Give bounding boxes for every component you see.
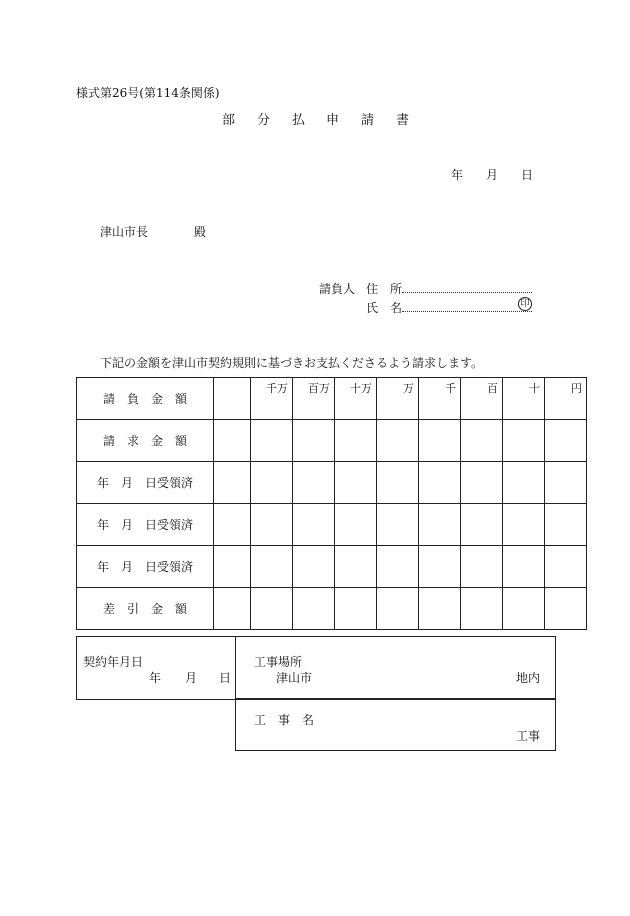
contract-year-label[interactable]: 年 <box>149 671 162 685</box>
name-field[interactable] <box>402 311 532 312</box>
title-char: 書 <box>396 113 410 128</box>
title-char: 払 <box>292 113 306 128</box>
amount-cell[interactable] <box>545 504 587 546</box>
amount-cell[interactable] <box>335 546 377 588</box>
amount-cell[interactable] <box>293 588 335 630</box>
amount-cell[interactable] <box>503 504 545 546</box>
digit-header: 万 <box>377 378 419 420</box>
amount-cell[interactable] <box>214 546 251 588</box>
amount-cell[interactable] <box>545 588 587 630</box>
name-label: 氏 名 <box>366 301 403 315</box>
amount-cell[interactable] <box>293 504 335 546</box>
date-year-label: 年 <box>451 168 464 182</box>
table-row <box>77 420 587 462</box>
amount-cell[interactable] <box>377 588 419 630</box>
row-label: 請 負 金 額 <box>77 378 214 420</box>
form-number: 様式第26号(第114条関係) <box>76 86 220 100</box>
amount-cell[interactable] <box>419 546 461 588</box>
row-label: 年 月 日受領済 <box>77 546 214 588</box>
amount-cell[interactable] <box>419 588 461 630</box>
amount-cell[interactable] <box>377 420 419 462</box>
amount-cell[interactable] <box>335 504 377 546</box>
work-site-label: 工事場所 <box>254 655 303 669</box>
digit-header: 千 <box>419 378 461 420</box>
amount-cell[interactable] <box>503 420 545 462</box>
amount-cell[interactable] <box>251 420 293 462</box>
amount-cell[interactable] <box>377 546 419 588</box>
amount-cell[interactable] <box>461 546 503 588</box>
contract-day-label[interactable]: 日 <box>219 671 232 685</box>
amount-cell[interactable] <box>461 588 503 630</box>
digit-header: 百万 <box>293 378 335 420</box>
digit-header: 円 <box>545 378 587 420</box>
title-char: 部 <box>222 113 236 128</box>
amount-cell[interactable] <box>214 504 251 546</box>
amount-cell[interactable] <box>419 462 461 504</box>
amount-cell[interactable] <box>503 462 545 504</box>
amount-table <box>76 377 587 630</box>
amount-cell[interactable] <box>503 546 545 588</box>
table-row <box>77 378 587 420</box>
amount-cell[interactable] <box>293 546 335 588</box>
amount-cell[interactable] <box>419 420 461 462</box>
amount-cell[interactable] <box>214 420 251 462</box>
digit-header: 千万 <box>251 378 293 420</box>
amount-cell[interactable] <box>461 504 503 546</box>
amount-cell[interactable] <box>214 378 251 420</box>
contract-date-box <box>76 636 236 700</box>
address-label: 住 所 <box>366 282 403 296</box>
table-row <box>77 546 587 588</box>
digit-header: 十 <box>503 378 545 420</box>
amount-cell[interactable] <box>335 420 377 462</box>
contract-month-label[interactable]: 月 <box>185 671 198 685</box>
amount-cell[interactable] <box>293 462 335 504</box>
work-site-box <box>235 636 556 700</box>
amount-cell[interactable] <box>419 504 461 546</box>
row-label: 年 月 日受領済 <box>77 462 214 504</box>
seal-mark: 印 <box>518 297 532 311</box>
row-label: 年 月 日受領済 <box>77 504 214 546</box>
title-char: 請 <box>361 113 375 128</box>
digit-header: 百 <box>461 378 503 420</box>
amount-cell[interactable] <box>335 588 377 630</box>
table-row <box>77 504 587 546</box>
addressee-honorific: 殿 <box>194 225 207 239</box>
amount-cell[interactable] <box>545 420 587 462</box>
amount-cell[interactable] <box>461 462 503 504</box>
amount-cell[interactable] <box>545 546 587 588</box>
amount-cell[interactable] <box>214 462 251 504</box>
amount-cell[interactable] <box>377 462 419 504</box>
date-day-label: 日 <box>521 168 534 182</box>
work-name-label: 工 事 名 <box>254 713 315 727</box>
work-site-suffix: 地内 <box>516 671 541 685</box>
addressee-name: 津山市長 <box>100 225 149 239</box>
row-label: 請 求 金 額 <box>77 420 214 462</box>
amount-cell[interactable] <box>377 504 419 546</box>
amount-cell[interactable] <box>335 462 377 504</box>
amount-cell[interactable] <box>251 504 293 546</box>
amount-cell[interactable] <box>251 546 293 588</box>
amount-cell[interactable] <box>214 588 251 630</box>
amount-cell[interactable] <box>251 462 293 504</box>
title-char: 分 <box>257 113 271 128</box>
table-row <box>77 462 587 504</box>
digit-header: 十万 <box>335 378 377 420</box>
amount-cell[interactable] <box>503 588 545 630</box>
work-name-box <box>235 698 556 751</box>
amount-cell[interactable] <box>293 420 335 462</box>
date-month-label: 月 <box>486 168 499 182</box>
amount-cell[interactable] <box>251 588 293 630</box>
row-label: 差 引 金 額 <box>77 588 214 630</box>
table-row <box>77 588 587 630</box>
contract-date-label: 契約年月日 <box>83 655 144 669</box>
request-sentence: 下記の金額を津山市契約規則に基づきお支払くださるよう請求します。 <box>100 356 484 370</box>
address-field[interactable] <box>402 292 532 293</box>
applicant-role: 請負人 <box>319 282 356 296</box>
amount-cell[interactable] <box>545 462 587 504</box>
amount-cell[interactable] <box>461 420 503 462</box>
title-char: 申 <box>326 113 340 128</box>
work-name-suffix: 工事 <box>516 729 541 743</box>
work-site-city: 津山市 <box>276 671 313 685</box>
